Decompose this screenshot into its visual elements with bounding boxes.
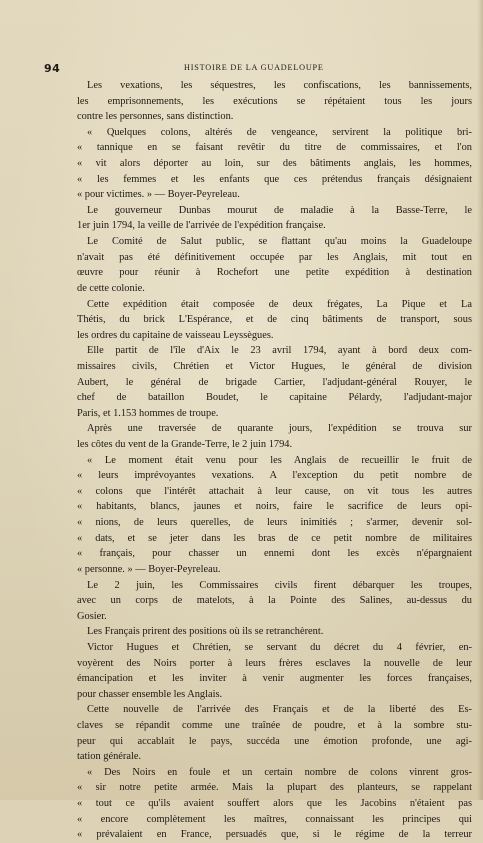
text-line: Le 2 juin, les Commissaires civils firent débarquer les troupes, — [87, 579, 472, 591]
page-number: 94 — [44, 62, 61, 75]
text-line: claves se répandit comme une traînée de poudre, et à la sombre stu- — [77, 719, 472, 731]
text-line: « vit alors déporter au loin, sur des bâtiments anglais, les hommes, — [77, 158, 472, 170]
text-line: œuvre pour réunir à Rochefort une petite expédition à destination — [77, 267, 472, 279]
text-line: voyèrent des Noirs porter à leurs frères esclaves la nouvelle de leur — [77, 657, 472, 669]
text-line: « les femmes et les enfants que ces prétendus français désignaient — [77, 173, 472, 185]
text-line: « habitants, blancs, jaunes et noirs, faire le sacrifice de leurs opi- — [77, 501, 472, 513]
text-line: « dats, et se jeter dans les bras de ce petit nombre de militaires — [77, 532, 472, 544]
text-line: Elle partit de l'île d'Aix le 23 avril 1794, ayant à bord deux com- — [87, 345, 472, 357]
text-line: « tannique en se faisant revêtir du titre de commissaires, et l'on — [77, 142, 472, 154]
text-line: émancipation et les inviter à venir augmenter les forces françaises, — [77, 673, 472, 685]
text-line: missaires civils, Chrétien et Victor Hugues, le général de division — [77, 360, 472, 372]
text-line: les ordres du capitaine de vaisseau Leyssègues. — [77, 329, 274, 341]
text-line: « prévalaient en France, persuadés que, si le régime de la terreur — [77, 829, 472, 841]
text-line: Les vexations, les séquestres, les confiscations, les bannissements, — [87, 80, 472, 91]
text-line: contre les personnes, sans distinction. — [77, 111, 234, 123]
text-line: « Le moment était venu pour les Anglais de recueillir le fruit de — [87, 454, 472, 466]
text-line: « nions, de leurs querelles, de leurs inimitiés ; s'armer, devenir sol- — [77, 517, 472, 529]
text-line: « sir notre petite armée. Mais la plupart des planteurs, se rappelant — [77, 782, 472, 794]
text-line: les côtes du vent de la Grande-Terre, le 2 juin 1794. — [77, 439, 293, 451]
page-header — [44, 62, 472, 76]
text-line: « Quelques colons, altérés de vengeance, servirent la politique bri- — [87, 126, 472, 138]
page-edge-shadow — [477, 0, 483, 800]
text-line: « colons que l'intérêt attachait à leur cause, on vit tous les autres — [77, 485, 472, 497]
text-line: Après une traversée de quarante jours, l'expédition se trouva sur — [87, 423, 472, 435]
text-line: « pour victimes. » — Boyer-Peyreleau. — [77, 189, 240, 201]
text-line: Cette expédition était composée de deux frégates, La Pique et La — [87, 298, 472, 310]
text-line: « français, pour chasser un ennemi dont les excès n'épargnaient — [77, 548, 472, 560]
text-line: Cette nouvelle de l'arrivée des Français et de la liberté des Es- — [87, 704, 472, 716]
text-line: de cette colonie. — [77, 282, 145, 294]
text-line: « personne. » — Boyer-Peyreleau. — [77, 563, 221, 575]
text-line: Victor Hugues et Chrétien, se servant du décret du 4 février, en- — [87, 641, 472, 653]
text-line: avec un corps de matelots, à la Pointe des Salines, au-dessus du — [77, 595, 472, 607]
text-line: Gosier. — [77, 610, 107, 622]
text-line: pour chasser ensemble les Anglais. — [77, 688, 223, 700]
text-line: chef de bataillon Boudet, le capitaine Pélardy, l'adjudant-major — [77, 392, 472, 404]
text-line: Thétis, du brick L'Espérance, et de cinq bâtiments de transport, sous — [77, 314, 472, 326]
text-line: Aubert, le général de brigade Cartier, l'adjudant-général Rouyer, le — [77, 376, 472, 388]
text-line: « Des Noirs en foule et un certain nombre de colons vinrent gros- — [87, 766, 472, 778]
text-line: Le gouverneur Dunbas mourut de maladie à la Basse-Terre, le — [87, 204, 472, 216]
text-line: n'avait pas été définitivement occupée par les Anglais, mit tout en — [77, 251, 472, 263]
text-line: les emprisonnements, les exécutions se répétaient tous les jours — [77, 95, 472, 107]
text-line: « encore complètement les maîtres, connaissant les principes qui — [77, 813, 472, 825]
text-line: Les Français prirent des positions où ils se retranchèrent. — [87, 626, 324, 638]
text-line: Paris, et 1.153 hommes de troupe. — [77, 407, 219, 419]
text-line: peur qui accablait le pays, succéda une émotion profonde, une agi- — [77, 735, 472, 747]
text-line: 1er juin 1794, la veille de l'arrivée de l'expédition française. — [77, 220, 326, 232]
text-line: Le Comité de Salut public, se flattant qu'au moins la Guadeloupe — [87, 236, 472, 248]
text-line: « leurs imprévoyantes vexations. A l'exception du petit nombre de — [77, 470, 472, 482]
text-line: tation générale. — [77, 751, 142, 763]
text-line: « tout ce qu'ils avaient souffert alors que les Jacobins n'étaient pas — [77, 798, 472, 810]
body-text — [77, 78, 472, 843]
running-title: HISTOIRE DE LA GUADELOUPE — [184, 63, 324, 72]
